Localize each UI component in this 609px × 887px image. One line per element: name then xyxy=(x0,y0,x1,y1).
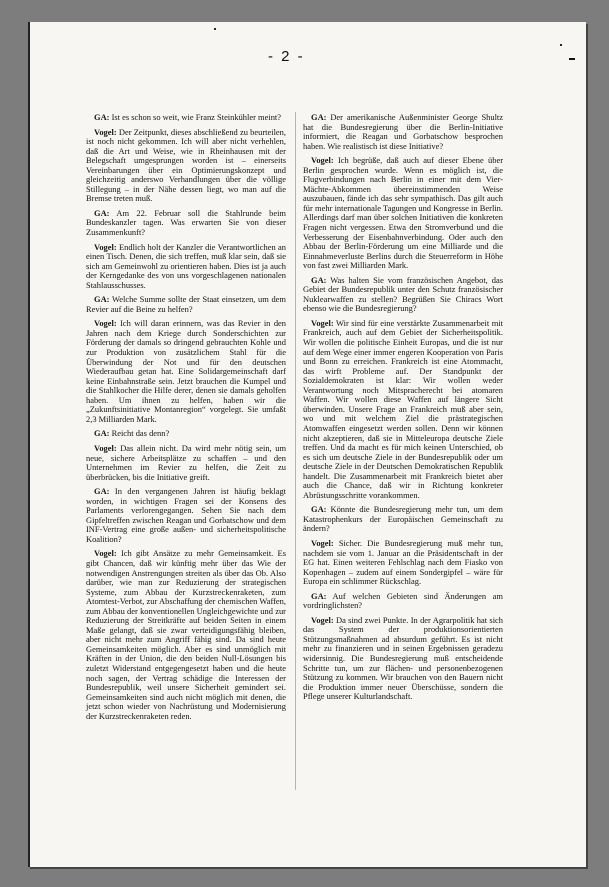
paragraph-text: Könnte die Bundesregierung mehr tun, um dem Katastrophenkurs der Europäischen Gemeinschaft zu ändern? xyxy=(303,504,503,534)
interview-paragraph xyxy=(303,319,503,500)
interview-paragraph xyxy=(86,444,286,482)
interview-paragraph xyxy=(303,276,503,314)
paragraph-text: Das allein nicht. Da wird mehr nötig sein, um neue, sichere Arbeitsplätze zu schaffen – und den Unternehmen im Revier zu helfen, die Zeit zu überbrücken, bis die Initiative greift. xyxy=(86,442,287,482)
paragraph-text: Reicht das denn? xyxy=(111,428,170,439)
interview-paragraph xyxy=(303,113,503,151)
interview-paragraph xyxy=(86,487,286,544)
paragraph-text: Ich will daran erinnern, was das Revier in den Jahren nach dem Kriege durch Sonderschichten zur Förderung der damals so dringend gebrauchten Kohle und zur Produktion von zusätzlichem Stahl für die Überwindung der Not und für den deutschen Wiederaufbau getan hat. Eine Solidargemeinschaft darf keine Einbahnstraße sein. Jetzt brauchen die Kumpel und die Stahlkocher die Hilfe derer, denen sie damals geholfen haben. Um ihnen zu helfen, haben wir die „Zukunftsinitiative Montanregion“ vorgelegt. Sie umfaßt 2,3 Milliarden Mark. xyxy=(86,318,286,424)
interview-paragraph xyxy=(303,539,503,587)
speaker-label: GA: xyxy=(311,112,327,122)
left-column xyxy=(86,113,286,726)
speaker-label: Vogel: xyxy=(94,126,117,137)
speaker-label: Vogel: xyxy=(311,537,334,548)
speaker-label: Vogel: xyxy=(94,442,117,453)
speaker-label: GA: xyxy=(94,112,110,122)
speaker-label: Vogel: xyxy=(94,318,117,329)
speaker-label: GA: xyxy=(94,294,110,305)
interview-paragraph xyxy=(303,156,503,271)
paragraph-text: Ist es schon so weit, wie Franz Steinkühler meint? xyxy=(111,112,281,122)
interview-paragraph xyxy=(303,616,503,702)
paragraph-text: In den vergangenen Jahren ist häufig beklagt worden, in wichtigen Fragen sei der Konsens des Parlaments verlorengegangen. Sehen Sie nach dem Gipfeltreffen zwischen Reagan und Gorbatschow und dem INF-Vertrag eine große außen- und sicherheitspolitische Koalition? xyxy=(86,486,287,544)
interview-paragraph xyxy=(86,549,286,721)
interview-paragraph xyxy=(86,113,286,123)
paragraph-text: Welche Summe sollte der Staat einsetzen, um dem Revier auf die Beine zu helfen? xyxy=(86,294,286,314)
interview-paragraph xyxy=(86,243,286,291)
speaker-label: Vogel: xyxy=(311,614,334,625)
speaker-label: Vogel: xyxy=(311,155,334,166)
paragraph-text: Am 22. Februar soll die Stahlrunde beim Bundeskanzler tagen. Was erwarten Sie von dieser Zusammenkunft? xyxy=(86,207,286,238)
paragraph-text: Wir sind für eine verstärkte Zusammenarbeit mit Frankreich, auch auf dem Gebiet der Sicherheitspolitik. Wir wollen die politische Einheit Europas, und die ist nur auf dem Wege einer immer engeren Kooperation von Paris und Bonn zu erreichen. Frankreich ist eine Atommacht, das wirft Probleme auf. Der Standpunkt der Sozialdemokraten ist klar: Wir wollen weder Verantwortung noch Mitspracherecht bei atomaren Waffen. Wir wollen diese Waffen auf längere Sicht überwinden. Unsere Frage an Frankreich muß aber sein, wo und mit welchem Ziel die prästrategischen Atomwaffen eingesetzt werden sollen. Denn wir können nicht akzeptieren, daß sie in Mitteleuropa deutsche Ziele treffen. Und da macht es für mich keinen Unterschied, ob es sich um deutsche Ziele in der Bundesrepublik oder um deutsche Ziele in der Deutschen Demokratischen Republik handelt. Die Zusammenarbeit mit Frankreich bietet aber auch die Chance, daß wir in Richtung konkreter Abrüstungsschritte vorankommen. xyxy=(303,317,503,500)
paragraph-text: Auf welchen Gebieten sind Änderungen am vordringlichsten? xyxy=(303,590,503,611)
interview-paragraph xyxy=(86,429,286,439)
paragraph-text: Da sind zwei Punkte. In der Agrarpolitik hat sich das System der produktionsorientierten Stützungsmaßnahmen ad absurdum geführt. Es ist nicht mehr zu finanzieren und in seinen Ergebnissen geradezu widersinnig. Die Bundesregierung muß entscheidende Schritte tun, um zur flächen- und personenbezogenen Stützung zu kommen. Wir brauchen von den Bauern nicht die Produktion immer neuer Überschüsse, sondern die Pflege unserer Kulturlandschaft. xyxy=(303,614,504,702)
interview-paragraph xyxy=(303,505,503,534)
speaker-label: GA: xyxy=(94,486,110,497)
scan-speck xyxy=(214,28,216,30)
speaker-label: GA: xyxy=(311,504,327,515)
speaker-label: GA: xyxy=(94,207,110,218)
speaker-label: GA: xyxy=(311,590,327,601)
speaker-label: Vogel: xyxy=(94,548,117,559)
paragraph-text: Ich begrüße, daß auch auf dieser Ebene über Berlin gesprochen wurde. Wenn es möglich ist, die Flugverbindungen nach Berlin in einer mit dem Vier-Mächte-Abkommen übereinstimmenden Weise auszubauen, fände ich das sehr sympathisch. Das gilt auch für mehr internationale Tagungen und Kongresse in Berlin. Allerdings darf man über solchen Initiativen die konkreten Fragen nicht vergessen. Etwa den Stromverbund und die Verbesserung der Eisenbahnverbindung. Oder auch den Abbau der Berlin-Förderung um eine Milliarde und die Einnahmeverluste Berlins durch die Steuerreform in Höhe von fast zwei Milliarden Mark. xyxy=(303,155,503,271)
interview-paragraph xyxy=(303,592,503,611)
speaker-label: Vogel: xyxy=(311,317,334,328)
interview-paragraph xyxy=(86,128,286,204)
interview-paragraph xyxy=(86,295,286,314)
paragraph-text: Ich gibt Ansätze zu mehr Gemeinsamkeit. Es gibt Chancen, daß wir künftig mehr über das Wie der notwendigen Anstrengungen streiten als über das Ob. Also darüber, wie man zur Reduzierung der strategischen Systeme, zum Abbau der Kurzstreckenraketen, zum Atomtest-Verbot, zur Abschaffung der chemischen Waffen, zum Abbau der konventionellen Ungleichgewichte und zur Reduzierung der Streitkräfte auf beiden Seiten in einem Maße gelangt, daß sie zwar verteidigungsfähig bleiben, aber nicht mehr zum Angriff fähig sind. Da sind heute Gemeinsamkeiten möglich. Aber es sind unmöglich mit Kräften in der Union, die den beiden Null-Lösungen bis zuletzt Widerstand entgegengesetzt haben und die heute noch sagen, der Vertrag schädige die Interessen der Bundesrepublik, weil unsere Sicherheit gemindert sei. Gemeinsamkeiten sind auch nicht möglich mit denen, die jetzt schon wieder von Nachrüstung und Modernisierung der Kurzstreckenraketen reden. xyxy=(86,548,286,721)
right-column xyxy=(303,113,503,707)
speaker-label: GA: xyxy=(94,428,110,439)
paragraph-text: Der amerikanische Außenminister George Shultz hat die Bundesregierung über die Berlin-Initiative informiert, die Reagan und Gorbatschow besprochen haben. Wie realistisch ist diese Initiative? xyxy=(303,112,504,151)
interview-paragraph xyxy=(86,319,286,424)
interview-paragraph xyxy=(86,209,286,238)
column-divider xyxy=(295,112,296,790)
page-number: - 2 - xyxy=(268,48,305,65)
paragraph-text: Der Zeitpunkt, dieses abschließend zu beurteilen, ist noch nicht gekommen. Ich will aber nicht verhehlen, daß die Art und Weise, wie in Rheinhausen mit der Belegschaft umgesprungen worden ist – einerseits Vereinbarungen über ein Optimierungskonzept und gleichzeitig anderswo Verhandlungen über die völlige Stillegung – in der Nähe dessen liegt, wo man auf die Bremse treten muß. xyxy=(86,126,286,204)
paragraph-text: Sicher. Die Bundesregierung muß mehr tun, nachdem sie vom 1. Januar an die Präsidentschaft in der EG hat. Einen weiteren Fehlschlag nach dem Fiasko von Kopenhagen – zudem auf einem Sondergipfel – wäre für Europa ein schlimmer Rückschlag. xyxy=(303,537,504,587)
paragraph-text: Endlich holt der Kanzler die Verantwortlichen an einen Tisch. Denen, die sich treffen, muß klar sein, daß sie sich am Gemeinwohl zu orientieren haben. Dies ist ja auch der Kerngedanke des von uns vorgeschlagenen nationalen Stahlausschusses. xyxy=(86,241,286,290)
speaker-label: GA: xyxy=(311,274,327,285)
scan-mark xyxy=(569,58,575,60)
speaker-label: Vogel: xyxy=(94,241,117,252)
paragraph-text: Was halten Sie vom französischen Angebot, das Gebiet der Bundesrepublik unter den Schutz französischer Nuklearwaffen zu stellen? Begrüßen Sie Chiracs Wort ebenso wie die Bundesregierung? xyxy=(303,274,503,314)
scan-speck xyxy=(560,44,562,46)
